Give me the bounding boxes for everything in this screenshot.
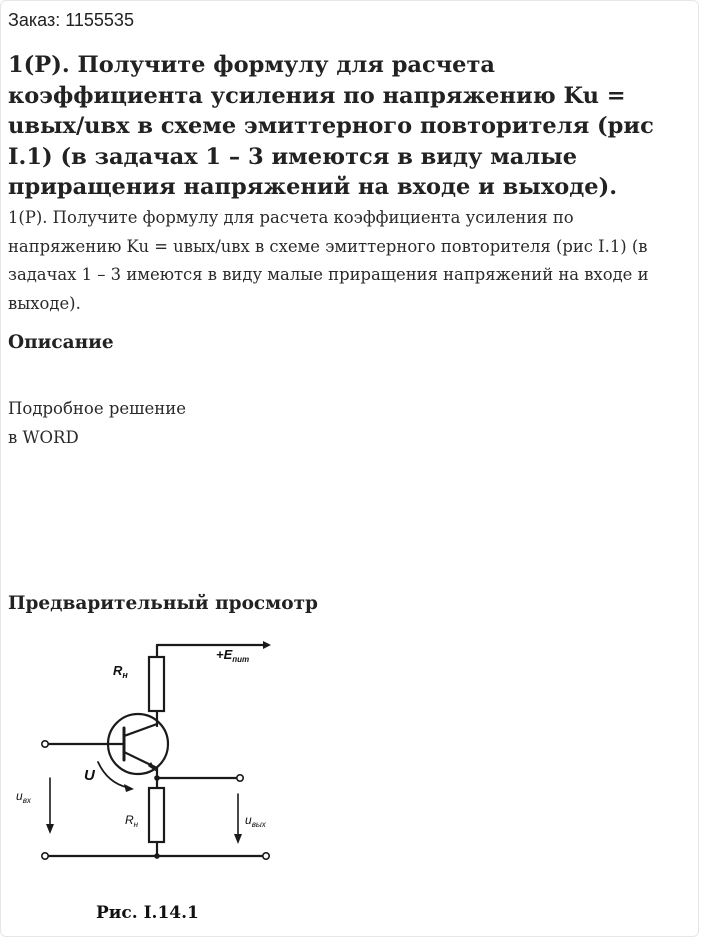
task-text: 1(P). Получите формулу для расчета коэффициента усиления по напряжению Ku = uвых/uвх в схеме эмиттерного повторителя (рис I.1) (в задачах 1 – 3 имеются в виду малые приращения напряжений на входе и выходе). xyxy=(8,208,649,313)
emitter-resistor xyxy=(149,788,164,842)
re-label-sub: н xyxy=(133,820,139,829)
description-body xyxy=(8,394,186,452)
svg-text:Rн xyxy=(113,663,128,680)
rk-label-sub: н xyxy=(122,670,128,680)
rk-label: R xyxy=(113,663,123,678)
output-terminal xyxy=(237,775,243,781)
description-heading: Описание xyxy=(8,332,114,353)
preview-image xyxy=(0,628,400,938)
re-label: R xyxy=(125,813,134,827)
description-line-2: в WORD xyxy=(8,428,79,447)
svg-text:+Eпит xyxy=(216,647,249,664)
output-ground-terminal xyxy=(263,853,269,859)
supply-label-sub: пит xyxy=(232,655,250,664)
collector-resistor xyxy=(149,657,164,711)
order-number: Заказ: 1155535 xyxy=(8,10,134,30)
task-title: 1(P). Получите формулу для расчета коэффициента усиления по напряжению Ku = uвых/uвх в схеме эмиттерного повторителя (рис I.1) (в задачах 1 – 3 имеются в виду малые приращения напряжений на входе и выходе). xyxy=(8,52,654,200)
u-label: U xyxy=(84,767,95,784)
uout-label: u xyxy=(245,813,252,827)
input-ground-terminal xyxy=(42,853,48,859)
supply-label: +E xyxy=(216,647,233,662)
preview-heading: Предварительный просмотр xyxy=(8,593,318,614)
svg-text:uвх xyxy=(16,789,32,805)
svg-text:uвых xyxy=(245,813,267,829)
emitter-junction xyxy=(154,775,160,781)
uin-arrowhead xyxy=(46,824,54,834)
ground-junction xyxy=(154,853,160,859)
supply-arrowhead xyxy=(263,641,271,649)
figure-caption: Рис. I.14.1 xyxy=(96,903,199,923)
u-curve-arrow xyxy=(98,762,130,788)
circuit-diagram xyxy=(0,628,400,938)
collector-leg xyxy=(124,724,157,736)
svg-text:Rн xyxy=(125,813,139,829)
u-curve-arrowhead xyxy=(124,784,134,792)
uin-label-sub: вх xyxy=(22,796,31,805)
uin-label: u xyxy=(16,789,23,803)
input-terminal xyxy=(42,741,48,747)
uout-arrowhead xyxy=(234,834,242,844)
uout-label-sub: вых xyxy=(251,820,266,829)
description-line-1: Подробное решение xyxy=(8,399,187,418)
